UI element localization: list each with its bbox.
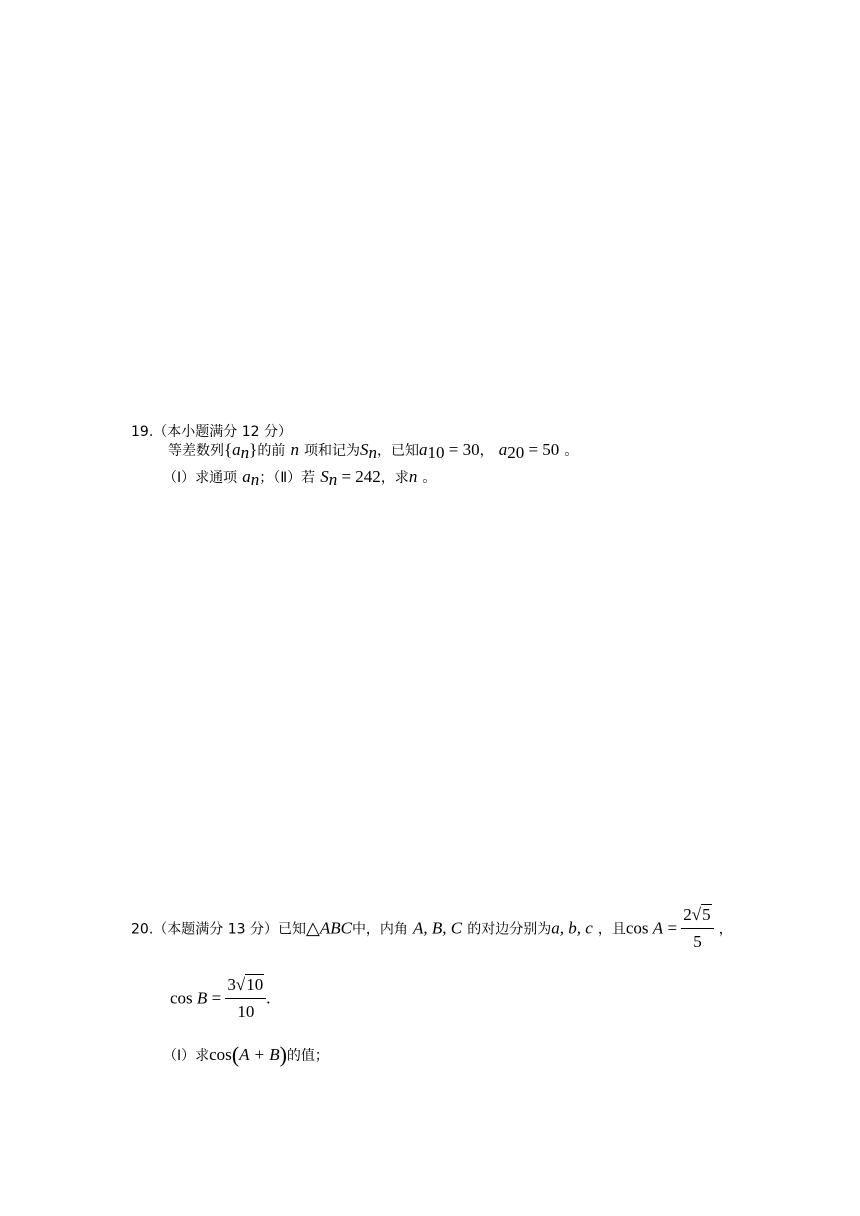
math-var: a	[232, 440, 241, 459]
fraction-numerator: 2√5	[681, 905, 713, 929]
math-sub: 20	[507, 443, 525, 462]
math-sub: n	[368, 443, 378, 462]
math-func: cos	[625, 918, 653, 938]
math-var: ABC	[319, 918, 352, 938]
math-eq: = 242	[337, 467, 381, 486]
fraction-denominator: 10	[237, 1002, 255, 1021]
math-var: a	[419, 440, 428, 459]
math-var: S	[360, 440, 369, 459]
q19-line1	[168, 440, 578, 460]
q20-text: 的对边分别为	[467, 921, 552, 938]
q19-text: 的前	[257, 443, 286, 459]
q20-text: ，	[718, 921, 733, 938]
math-func: cos	[170, 988, 197, 1008]
math-num: 3	[227, 975, 236, 994]
q19-text: 等差数列	[168, 443, 224, 459]
q20-part1-label: （Ⅰ）求	[163, 1048, 210, 1064]
math-var: a	[242, 467, 251, 486]
math-eq: =	[207, 988, 226, 1008]
math-sub: n	[328, 470, 338, 489]
fraction-numerator: 3√10	[225, 975, 266, 999]
math-sub: n	[250, 470, 260, 489]
q19-text: ，	[479, 443, 494, 459]
fraction-cosA	[681, 905, 713, 952]
q19-heading: 19.（本小题满分 12 分）	[131, 424, 292, 440]
q20-line1	[131, 905, 733, 952]
math-func: cos	[209, 1045, 232, 1064]
q19-text: 。	[564, 443, 579, 459]
math-var: n	[290, 440, 299, 459]
fraction-denominator: 5	[693, 932, 702, 951]
math-radicand: 10	[246, 975, 264, 994]
q19-line2	[163, 467, 436, 487]
q19-text: ；（Ⅱ）若	[259, 470, 316, 486]
q19-text: 。	[422, 470, 437, 486]
q20-heading: 20.（本题满分 13 分）已知	[131, 921, 306, 938]
math-var: a	[498, 440, 508, 459]
math-paren: (	[231, 1042, 240, 1067]
math-eq: = 50	[524, 440, 560, 459]
q19-text: 项和记为	[304, 443, 361, 459]
q20-text: ，且	[597, 921, 626, 938]
q19-text: ，求	[380, 470, 409, 486]
math-eq: =	[663, 918, 682, 938]
q20-part1	[163, 1042, 329, 1068]
q20-text: 中，内角	[351, 921, 408, 938]
math-var: A	[652, 918, 664, 938]
math-var: B	[196, 988, 208, 1008]
triangle-symbol: △	[305, 918, 320, 938]
math-num: 2	[683, 905, 692, 924]
math-var: n	[408, 467, 418, 486]
math-paren: )	[279, 1042, 287, 1067]
math-var: a, b, c	[551, 918, 593, 938]
math-sub: 10	[427, 443, 445, 462]
math-var: A, B, C	[413, 918, 463, 938]
q20-line2	[170, 975, 271, 1022]
math-sub: n	[240, 443, 250, 462]
q19-text: （Ⅰ）求通项	[163, 470, 238, 486]
fraction-cosB	[225, 975, 266, 1022]
math-var: S	[320, 467, 329, 486]
math-radicand: 5	[702, 905, 711, 924]
math-expr: A + B	[239, 1045, 280, 1064]
math-period: .	[266, 988, 271, 1008]
q20-part1-tail: 的值；	[286, 1048, 329, 1064]
math-brace: }	[249, 440, 258, 459]
math-brace: {	[224, 440, 233, 459]
math-eq: = 30	[444, 440, 480, 459]
q19-text: ，已知	[377, 443, 420, 459]
